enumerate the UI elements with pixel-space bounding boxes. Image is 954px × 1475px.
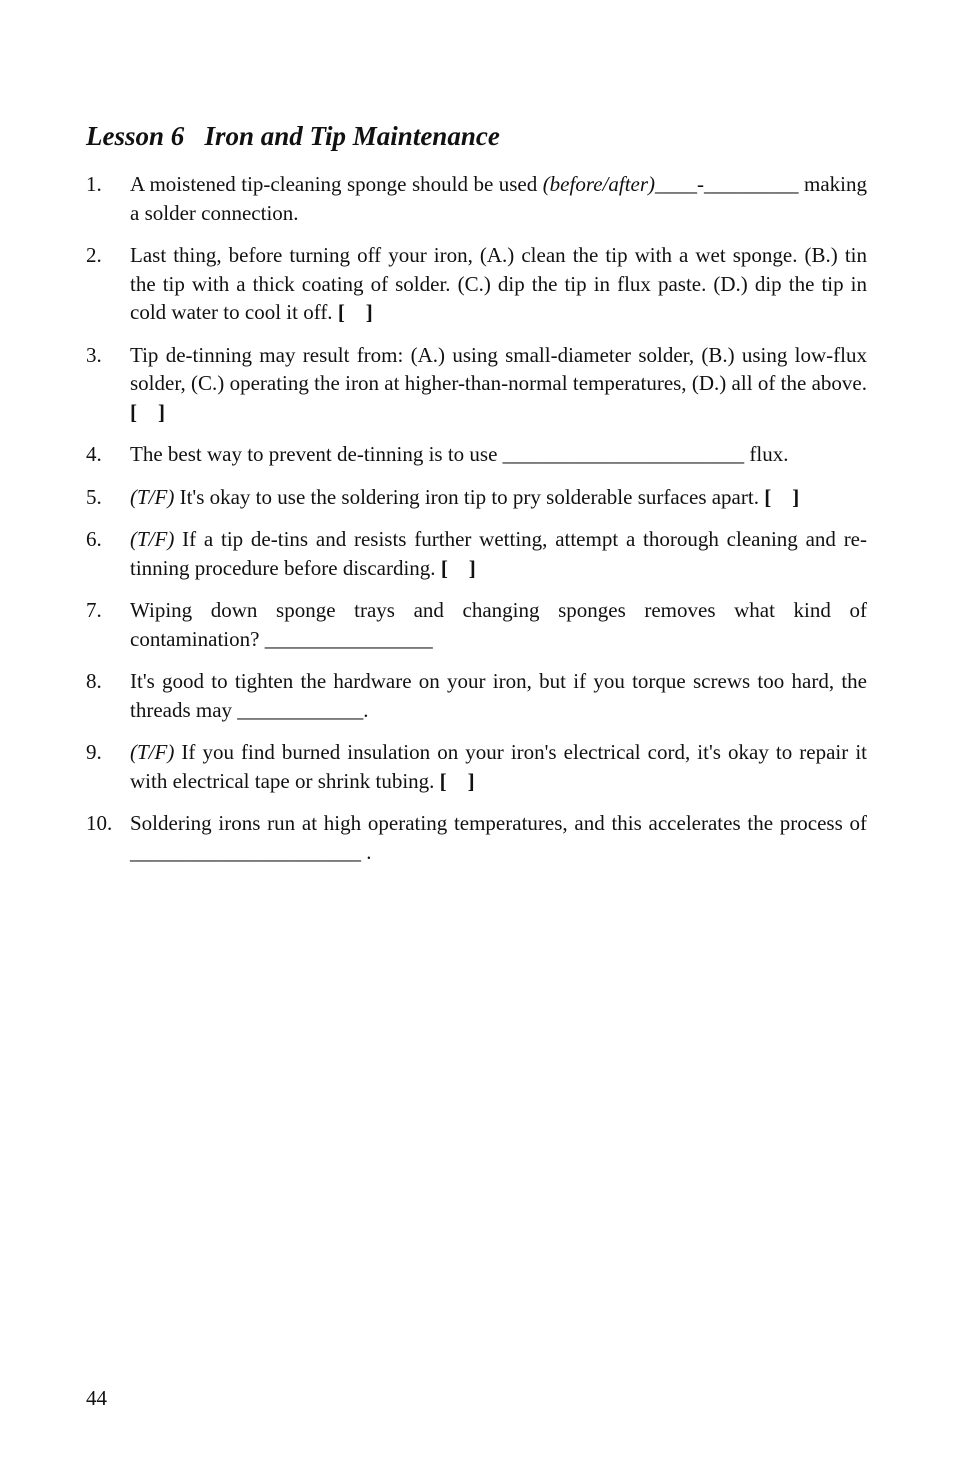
question-4 bbox=[86, 440, 867, 469]
true-false-label: (T/F) bbox=[130, 484, 175, 509]
question-1 bbox=[86, 170, 867, 227]
question-5 bbox=[86, 483, 867, 512]
question-7 bbox=[86, 596, 867, 653]
lesson-title: Lesson 6 Iron and Tip Maintenance bbox=[86, 121, 500, 151]
question-number: 6. bbox=[86, 527, 102, 551]
question-number: 1. bbox=[86, 172, 102, 196]
question-3 bbox=[86, 341, 867, 427]
question-number: 2. bbox=[86, 243, 102, 267]
question-number: 9. bbox=[86, 740, 102, 764]
question-text: Tip de-tinning may result from: (A.) using small-diameter solder, (B.) using low-flux solder, (C.) operating the iron at higher-than-normal temperatures, (D.) all of the above. bbox=[130, 342, 867, 395]
answer-bracket: [ ] bbox=[130, 399, 165, 424]
question-text: Wiping down sponge trays and changing sponges removes what kind of contamination? ________________ bbox=[130, 598, 867, 651]
answer-bracket: [ ] bbox=[439, 768, 475, 793]
question-text: It's good to tighten the hardware on your iron, but if you torque screws too hard, the threads may ____________. bbox=[130, 669, 867, 722]
question-10 bbox=[86, 809, 867, 866]
question-text: It's okay to use the soldering iron tip to pry solderable surfaces apart. bbox=[174, 484, 765, 509]
answer-bracket: [ ] bbox=[764, 484, 800, 509]
question-number: 3. bbox=[86, 342, 102, 367]
question-9 bbox=[86, 738, 867, 795]
answer-bracket: [ ] bbox=[440, 555, 476, 580]
true-false-label: (T/F) bbox=[130, 740, 175, 764]
question-list bbox=[86, 170, 867, 880]
question-number: 5. bbox=[86, 484, 102, 509]
question-text-continued: ____-_________ making a solder connection. bbox=[130, 172, 867, 225]
answer-bracket: [ ] bbox=[337, 300, 373, 324]
question-2 bbox=[86, 241, 867, 327]
question-text: If a tip de-tins and resists further wetting, attempt a thorough cleaning and re-tinning procedure before discarding. bbox=[130, 527, 867, 580]
true-false-label: (T/F) bbox=[130, 527, 175, 551]
question-hint: (before/after) bbox=[542, 172, 656, 196]
question-text: A moistened tip-cleaning sponge should be used bbox=[130, 172, 543, 196]
question-text: The best way to prevent de-tinning is to use _______________________ flux. bbox=[130, 442, 789, 466]
question-number: 10. bbox=[86, 811, 113, 835]
page-number: 44 bbox=[86, 1386, 107, 1410]
question-text: If you find burned insulation on your iron's electrical cord, it's okay to repair it with electrical tape or shrink tubing. bbox=[130, 740, 867, 793]
question-6 bbox=[86, 525, 867, 582]
question-text: Soldering irons run at high operating temperatures, and this accelerates the process of ______________________ . bbox=[130, 811, 867, 864]
question-number: 7. bbox=[86, 598, 102, 622]
question-text: Last thing, before turning off your iron, (A.) clean the tip with a wet sponge. (B.) tin the tip with a thick coating of solder. (C.) dip the tip in flux paste. (D.) dip the tip in cold water to cool it off. bbox=[130, 243, 867, 324]
question-number: 4. bbox=[86, 442, 102, 466]
question-8 bbox=[86, 667, 867, 724]
question-number: 8. bbox=[86, 669, 102, 693]
